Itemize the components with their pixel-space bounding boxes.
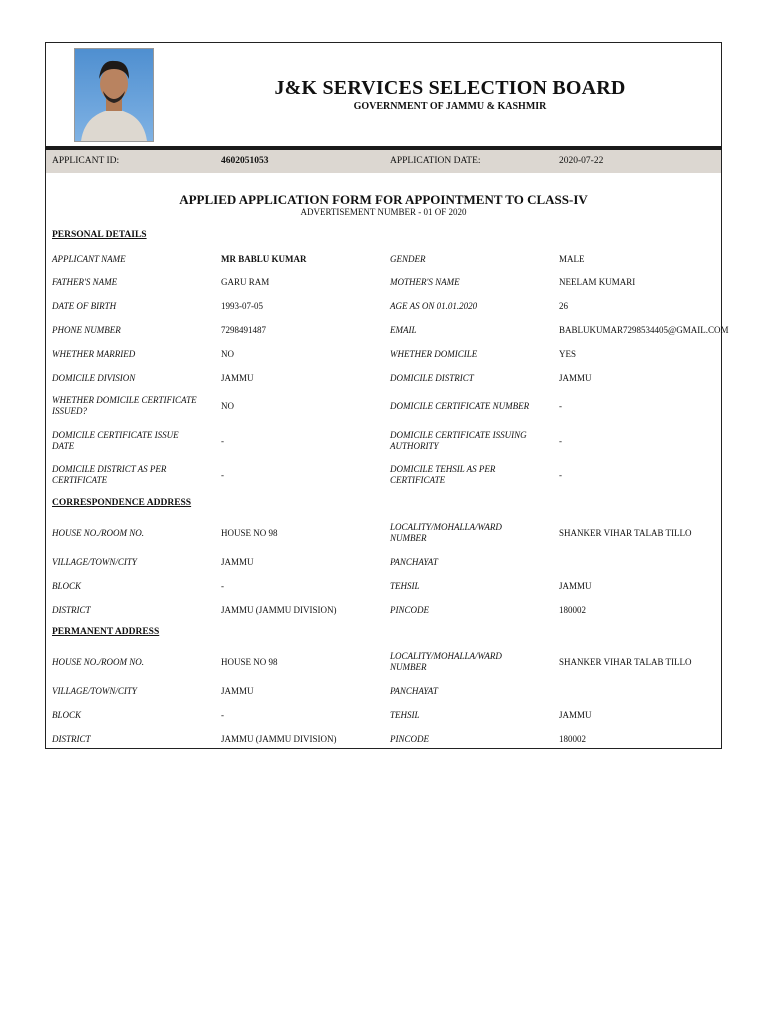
personal-row-label: DOMICILE DISTRICT AS PER CERTIFICATE: [52, 464, 167, 485]
correspondence-row-label: TEHSIL: [390, 580, 420, 591]
permanent-row-value: JAMMU (JAMMU DIVISION): [221, 733, 337, 744]
permanent-row-label: TEHSIL: [390, 709, 420, 720]
personal-row-label: DOMICILE CERTIFICATE ISSUING AUTHORITY: [390, 430, 527, 451]
personal-row-label: DOMICILE TEHSIL AS PER CERTIFICATE: [390, 464, 496, 485]
board-title: J&K SERVICES SELECTION BOARD: [274, 77, 626, 99]
correspondence-row-value: 180002: [559, 604, 586, 615]
personal-row-label: APPLICANT NAME: [52, 253, 126, 264]
permanent-row-value: JAMMU: [221, 685, 254, 696]
permanent-row-value: HOUSE NO 98: [221, 656, 278, 667]
applicant-id-label: APPLICANT ID:: [52, 156, 120, 166]
correspondence-row-label: LOCALITY/MOHALLA/WARD NUMBER: [390, 522, 502, 543]
personal-row-label: AGE AS ON 01.01.2020: [390, 300, 478, 311]
personal-row-value: 7298491487: [221, 324, 266, 335]
personal-row-label: FATHER'S NAME: [52, 276, 118, 287]
personal-row-value: JAMMU: [221, 372, 254, 383]
applicant-photo: [74, 48, 154, 142]
correspondence-heading: CORRESPONDENCE ADDRESS: [52, 498, 192, 508]
personal-row-value: -: [559, 400, 562, 411]
personal-row-value: MALE: [559, 253, 585, 264]
correspondence-row-label: PINCODE: [390, 604, 429, 615]
personal-row-value: MR BABLU KUMAR: [221, 253, 307, 264]
correspondence-row-value: JAMMU: [559, 580, 592, 591]
personal-row-label: MOTHER'S NAME: [390, 276, 460, 287]
personal-row-value: GARU RAM: [221, 276, 270, 287]
personal-row-label: DOMICILE DIVISION: [52, 372, 136, 383]
permanent-row-label: HOUSE NO./ROOM NO.: [52, 656, 144, 667]
government-subtitle: GOVERNMENT OF JAMMU & KASHMIR: [353, 101, 547, 112]
correspondence-row-value: -: [221, 580, 224, 591]
permanent-row-value: -: [221, 709, 224, 720]
personal-row-value: -: [559, 469, 562, 480]
personal-row-value: NO: [221, 400, 234, 411]
permanent-row-value: SHANKER VIHAR TALAB TILLO: [559, 656, 692, 667]
personal-row-label: WHETHER DOMICILE CERTIFICATE ISSUED?: [52, 395, 197, 416]
permanent-row-value: 180002: [559, 733, 586, 744]
personal-row-label: PHONE NUMBER: [52, 324, 121, 335]
personal-row-value: NEELAM KUMARI: [559, 276, 636, 287]
permanent-row-label: DISTRICT: [52, 733, 91, 744]
permanent-row-value: JAMMU: [559, 709, 592, 720]
applicant-id-value: 4602051053: [221, 156, 269, 166]
personal-row-value: JAMMU: [559, 372, 592, 383]
correspondence-row-label: PANCHAYAT: [390, 556, 438, 567]
application-date-value: 2020-07-22: [559, 156, 604, 166]
personal-row-label: DOMICILE DISTRICT: [390, 372, 474, 383]
advertisement-number: ADVERTISEMENT NUMBER - 01 OF 2020: [300, 207, 467, 217]
correspondence-row-value: SHANKER VIHAR TALAB TILLO: [559, 527, 692, 538]
application-date-label: APPLICATION DATE:: [390, 156, 481, 166]
personal-row-value: 26: [559, 300, 568, 311]
correspondence-row-value: JAMMU: [221, 556, 254, 567]
permanent-row-label: LOCALITY/MOHALLA/WARD NUMBER: [390, 651, 502, 672]
applicant-id-bar: [46, 150, 721, 173]
personal-heading: PERSONAL DETAILS: [52, 230, 147, 240]
correspondence-row-label: HOUSE NO./ROOM NO.: [52, 527, 144, 538]
personal-row-label: DOMICILE CERTIFICATE ISSUE DATE: [52, 430, 179, 451]
form-title: APPLIED APPLICATION FORM FOR APPOINTMENT TO CLASS-IV: [179, 192, 588, 207]
permanent-row-label: PANCHAYAT: [390, 685, 438, 696]
personal-row-value: -: [221, 469, 224, 480]
personal-row-label: WHETHER MARRIED: [52, 348, 136, 359]
personal-row-value: BABLUKUMAR7298534405@GMAIL.COM: [559, 324, 729, 335]
personal-row-value: NO: [221, 348, 234, 359]
personal-row-label: DATE OF BIRTH: [52, 300, 117, 311]
permanent-row-label: VILLAGE/TOWN/CITY: [52, 685, 137, 696]
personal-row-value: -: [559, 435, 562, 446]
personal-row-label: WHETHER DOMICILE: [390, 348, 478, 359]
permanent-row-label: PINCODE: [390, 733, 429, 744]
personal-row-value: YES: [559, 348, 577, 359]
correspondence-row-label: DISTRICT: [52, 604, 91, 615]
correspondence-row-value: JAMMU (JAMMU DIVISION): [221, 604, 337, 615]
permanent-row-label: BLOCK: [52, 709, 82, 720]
permanent-heading: PERMANENT ADDRESS: [52, 627, 160, 637]
personal-row-label: GENDER: [390, 253, 426, 264]
correspondence-row-label: VILLAGE/TOWN/CITY: [52, 556, 137, 567]
correspondence-row-label: BLOCK: [52, 580, 82, 591]
personal-row-label: EMAIL: [390, 324, 417, 335]
personal-row-label: DOMICILE CERTIFICATE NUMBER: [390, 400, 530, 411]
personal-row-value: -: [221, 435, 224, 446]
correspondence-row-value: HOUSE NO 98: [221, 527, 278, 538]
personal-row-value: 1993-07-05: [221, 300, 263, 311]
